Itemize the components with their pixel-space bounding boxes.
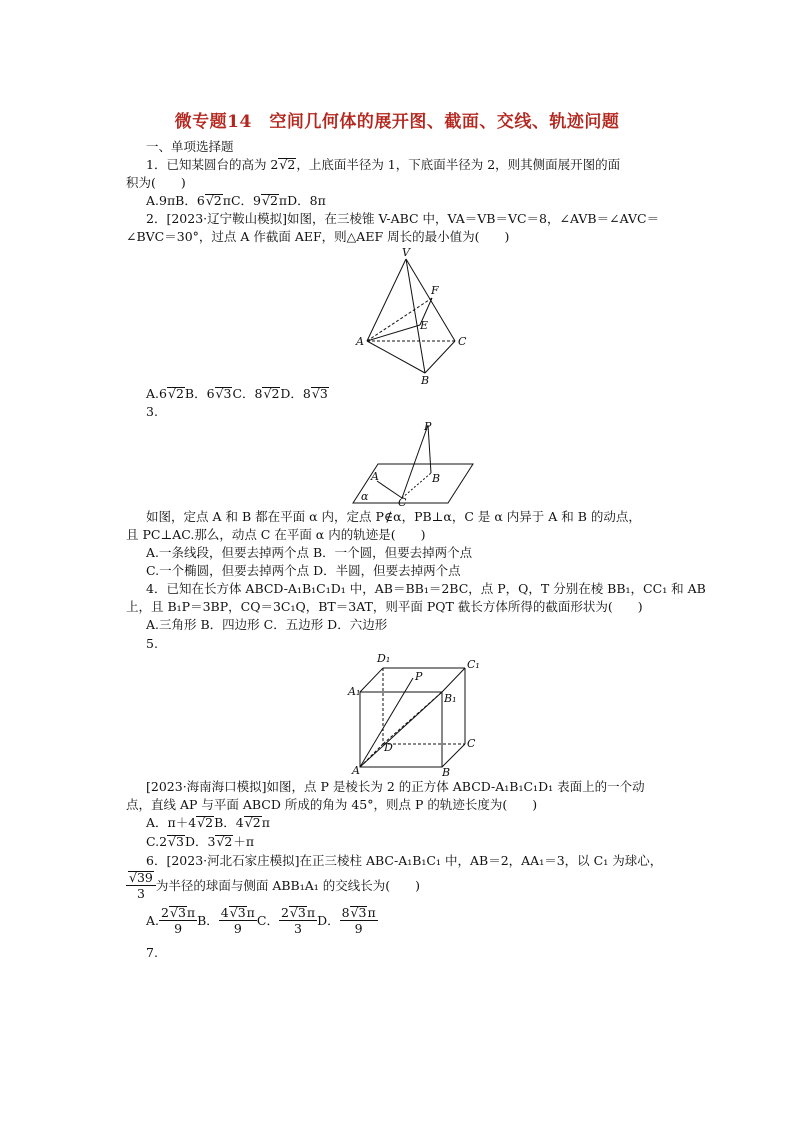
q1-line1: 1．已知某圆台的高为 2√2，上底面半径为 1，下底面半径为 2，则其侧面展开图的面: [146, 157, 621, 172]
label-a: A: [356, 335, 364, 348]
q4-options: A.三角形 B．四边形 C．五边形 D．六边形: [146, 617, 388, 632]
cube-figure: [345, 648, 485, 778]
label-p: P: [415, 670, 423, 683]
label-p: P: [424, 420, 432, 433]
q5-number: 5.: [146, 636, 158, 651]
page-title: 微专题14 空间几何体的展开图、截面、交线、轨迹问题: [174, 112, 620, 132]
radius-fraction: $\frac{√39}{3}$: [126, 870, 156, 901]
q1-options: A.9πB．6√2πC．9√2πD．8π: [146, 193, 326, 208]
q3-options-1: A.一条线段，但要去掉两个点 B．一个圆，但要去掉两个点: [146, 545, 473, 560]
q3-number: 3.: [146, 404, 158, 419]
label-a1: A₁: [348, 685, 361, 698]
q6-options: A. $\frac{2√3\pi}{9}$ B． $\frac{4√3\pi}{9}$ C． $\frac{2√3\pi}{3}$ D． $\frac{8√3\pi}{9}$: [146, 905, 376, 936]
label-a: A: [371, 470, 379, 483]
section-heading: 一、单项选择题: [146, 139, 234, 154]
q2-line2: ∠BVC＝30°，过点 A 作截面 AEF，则△AEF 周长的最小值为( ): [126, 229, 510, 244]
label-c: C: [398, 496, 407, 508]
q7-number: 7.: [146, 945, 158, 960]
q4-line2: 上，且 B₁P＝3BP，CQ＝3C₁Q，BT＝3AT，则平面 PQT 截长方体所得的截面形状为( ): [126, 599, 643, 614]
label-c: C: [458, 335, 467, 348]
q3-line1: 如图，定点 A 和 B 都在平面 α 内，定点 P∉α，PB⊥α，C 是 α 内异于 A 和 B 的动点，: [146, 509, 641, 524]
q3-options-2: C.一个椭圆，但要去掉两个点 D．半圆，但要去掉两个点: [146, 563, 461, 578]
q5-options-1: A．π＋4√2B．4√2π: [146, 815, 270, 830]
q4-line1: 4．已知在长方体 ABCD-A₁B₁C₁D₁ 中，AB＝BB₁＝2BC，点 P，Q，T 分别在棱 BB₁，CC₁ 和 AB: [146, 581, 706, 596]
label-v: V: [402, 246, 410, 259]
label-d1: D₁: [377, 652, 391, 665]
label-f: F: [431, 284, 439, 297]
label-b: B: [421, 374, 430, 385]
label-b: B: [432, 472, 441, 485]
q5-line2: 点，直线 AP 与平面 ABCD 所成的角为 45°，则点 P 的轨迹长度为( ): [126, 797, 538, 812]
label-a: A: [352, 764, 360, 777]
label-c: C: [467, 737, 476, 750]
label-b: B: [442, 766, 451, 778]
q2-line1: 2．[2023·辽宁鞍山模拟]如图，在三棱锥 V-ABC 中，VA＝VB＝VC＝8，∠AVB＝∠AVC＝: [146, 211, 660, 226]
q5-options-2: C.2√3D．3√2＋π: [146, 834, 255, 849]
q3-line2: 且 PC⊥AC.那么，动点 C 在平面 α 内的轨迹是( ): [126, 527, 426, 542]
q6-line2: $\frac{√39}{3}$ 为半径的球面与侧面 ABB₁A₁ 的交线长为( ): [126, 870, 420, 901]
label-d: D: [384, 741, 393, 754]
label-c1: C₁: [467, 658, 480, 671]
q2-options: A.6√2B．6√3C．8√2D．8√3: [146, 386, 328, 401]
label-alpha: α: [361, 490, 369, 503]
tetrahedron-figure: [350, 245, 480, 385]
q1-line2: 积为( ): [126, 175, 186, 190]
q5-line1: [2023·海南海口模拟]如图，点 P 是棱长为 2 的正方体 ABCD-A₁B₁C₁D₁ 表面上的一个动: [146, 779, 645, 794]
sqrt-symbol: √2: [279, 157, 296, 172]
plane-figure: [345, 418, 475, 508]
label-e: E: [420, 319, 429, 332]
q6-line1: 6．[2023·河北石家庄模拟]在正三棱柱 ABC-A₁B₁C₁ 中，AB＝2，AA₁＝3，以 C₁ 为球心，: [146, 853, 663, 868]
label-b1: B₁: [444, 692, 457, 705]
